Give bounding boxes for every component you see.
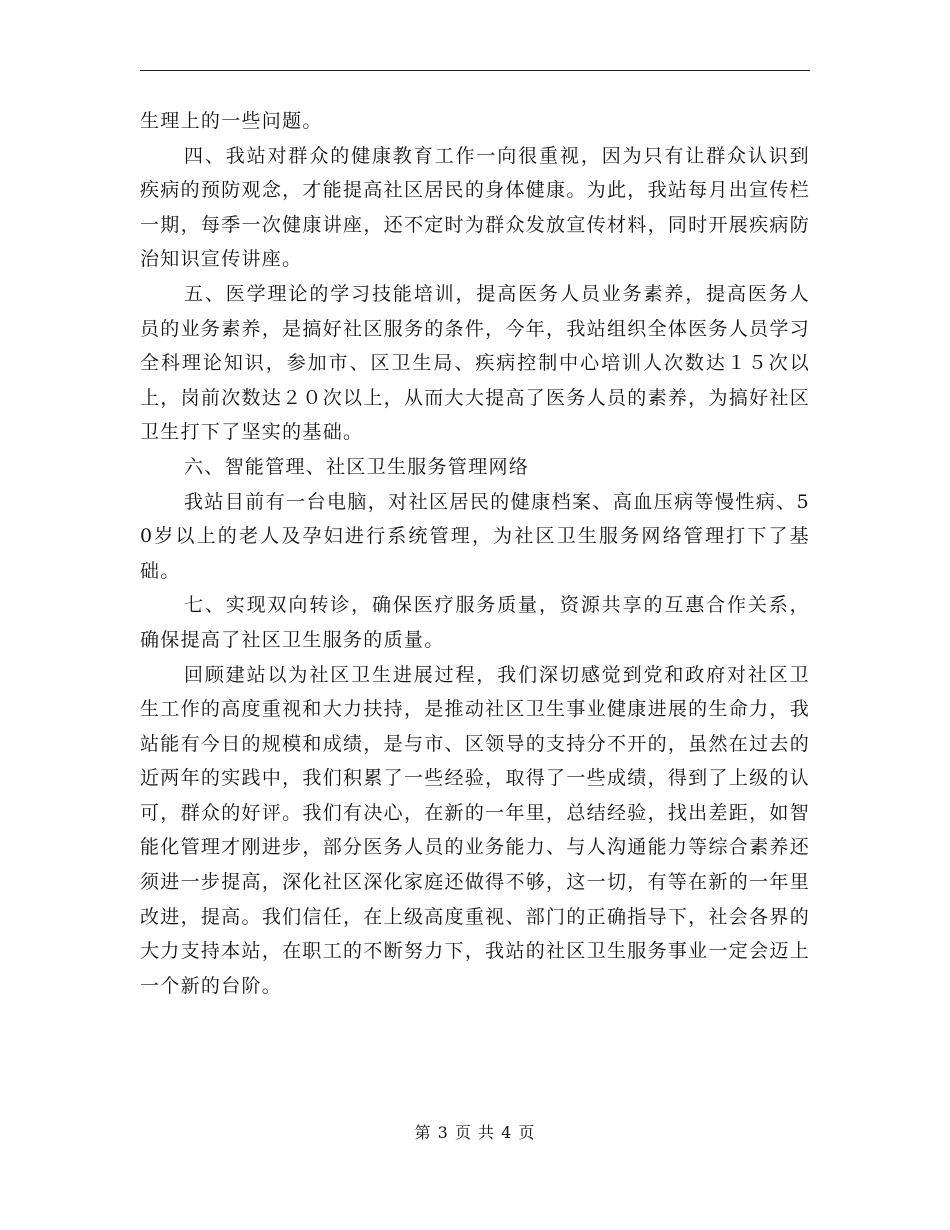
paragraph-section-6-body: 我站目前有一台电脑，对社区居民的健康档案、高血压病等慢性病、50岁以上的老人及孕妇进行系统管理，为社区卫生服务网络管理打下了基础。	[140, 490, 810, 582]
paragraph-section-5: 五、医学理论的学习技能培训，提高医务人员业务素养，提高医务人员的业务素养，是搞好社区服务的条件，今年，我站组织全体医务人员学习全科理论知识，参加市、区卫生局、疾病控制中心培训人次数达１５次以上，岗前次数达２０次以上，从而大大提高了医务人员的素养，为搞好社区卫生打下了坚实的基础。	[140, 282, 810, 444]
paragraph-section-7: 七、实现双向转诊，确保医疗服务质量，资源共享的互惠合作关系，确保提高了社区卫生服务的质量。	[140, 594, 810, 651]
header-rule	[140, 70, 810, 71]
page-number-footer: 第 3 页 共 4 页	[414, 1123, 536, 1142]
document-body	[140, 104, 810, 1003]
paragraph-section-4: 四、我站对群众的健康教育工作一向很重视，因为只有让群众认识到疾病的预防观念，才能提高社区居民的身体健康。为此，我站每月出宣传栏一期，每季一次健康讲座，还不定时为群众发放宣传材料，同时开展疾病防治知识宣传讲座。	[140, 144, 810, 271]
paragraph-continuation: 生理上的一些问题。	[140, 110, 323, 132]
paragraph-summary: 回顾建站以为社区卫生进展过程，我们深切感觉到党和政府对社区卫生工作的高度重视和大力扶持，是推动社区卫生事业健康进展的生命力，我站能有今日的规模和成绩，是与市、区领导的支持分不开的，虽然在过去的近两年的实践中，我们积累了一些经验，取得了一些成绩，得到了上级的认可，群众的好评。我们有决心，在新的一年里，总结经验，找出差距，如智能化管理才刚进步，部分医务人员的业务能力、与人沟通能力等综合素养还须进一步提高，深化社区深化家庭还做得不够，这一切，有等在新的一年里改进，提高。我们信任，在上级高度重视、部门的正确指导下，社会各界的大力支持本站，在职工的不断努力下，我站的社区卫生服务事业一定会迈上一个新的台阶。	[140, 663, 810, 997]
paragraph-section-6-heading: 六、智能管理、社区卫生服务管理网络	[184, 455, 530, 478]
